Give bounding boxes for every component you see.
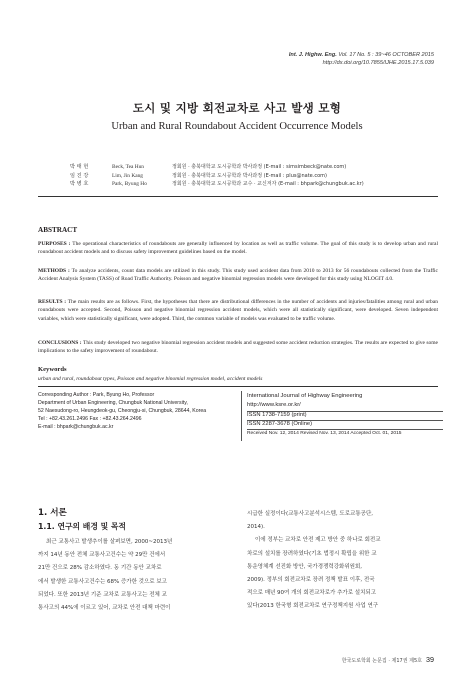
journal-sep-2 — [247, 420, 443, 421]
author-affiliation: 정회원 · 충북대학교 도시공학과 박사과정 (E-mail : simsimbeck@nate.com) — [172, 164, 347, 170]
abstract-top-rule — [38, 196, 438, 197]
abstract-heading: ABSTRACT — [38, 226, 78, 234]
author-name-ko: 박 병 호 — [70, 181, 89, 188]
author-name-en: Beck, Tea Hun — [112, 164, 145, 170]
author-affiliation: 정회원 · 충북대학교 도시공학과 교수 · 교신저자 (E-mail : bhpark@chungbuk.ac.kr) — [172, 181, 364, 188]
corresponding-author: Corresponding Author : Park, Byung Ho, Professor — [38, 392, 155, 398]
author-name-en: Park, Byung Ho — [112, 181, 147, 188]
body-line: 이에 정부는 교차로 안전 제고 방안 중 하나로 회전교 — [255, 537, 381, 544]
abstract-conclusions — [38, 339, 438, 356]
doi-link[interactable]: http://dx.doi.org/10.7855/IJHE.2015.17.5.039 — [322, 59, 434, 66]
author-affiliations — [172, 163, 442, 189]
abstract-methods — [38, 267, 438, 284]
author-names-english — [112, 163, 172, 189]
body-line: 최근 교통사고 발생추이를 살펴보면, 2000~2013년 — [46, 539, 173, 545]
body-line: 2009). 정부의 회전교차로 장려 정책 발표 이후, 전국 — [247, 577, 375, 584]
journal-url[interactable]: http://www.ksre.or.kr/ — [247, 402, 301, 409]
body-line: 되었다. 또한 2013년 기준 교차로 교통사고는 전체 교 — [38, 591, 167, 598]
journal-abbrev: Int. J. Highw. Eng. — [288, 52, 337, 58]
page-number: 39 — [426, 655, 434, 664]
author-names-korean — [70, 163, 108, 189]
corr-department: Department of Urban Engineering, Chungbuk National University, — [38, 399, 188, 406]
received-dates: Received Nov. 12, 2014 Revised Nov. 13, 2014 Accepted Oct. 01, 2015 — [247, 431, 402, 437]
title-english: Urban and Rural Roundabout Accident Occurrence Models — [111, 121, 363, 132]
body-line: 차로의 설치를 장려하였다(기초 법정시 확립을 위한 교 — [247, 550, 377, 557]
issn-online: ISSN 2287-3678 (Online) — [247, 420, 313, 427]
body-line: 적으로 매년 90여 개의 회전교차로가 추가로 설치되고 — [247, 590, 377, 597]
body-line: 시급한 실정이다(교통사고분석시스템, 도로교통공단, — [247, 511, 374, 517]
journal-sep-3 — [247, 429, 443, 430]
corr-address: 52 Naesudong-ro, Heungdeok-gu, Cheongju-si, Chungbuk, 28644, Korea — [38, 407, 207, 414]
corr-email[interactable]: E-mail : bhpark@chungbuk.ac.kr — [38, 423, 114, 430]
conclusions-label: CONCLUSIONS : — [38, 340, 82, 346]
section-heading-intro: 1. 서론 — [38, 508, 67, 518]
keywords-heading: Keywords — [38, 366, 67, 373]
volume-line: Vol. 17 No. 5 : 39~46 OCTOBER 2015 — [338, 52, 434, 58]
page-footer — [342, 655, 434, 664]
journal-header — [289, 52, 434, 67]
body-line: 있다(2013 한국형 회전교차로 연구정책지원 사업 연구 — [247, 603, 379, 610]
correspondence-block — [38, 392, 238, 432]
info-divider — [241, 391, 242, 441]
abstract-results — [38, 298, 438, 323]
author-name-ko: 임 진 강 — [70, 172, 89, 179]
purposes-label: PURPOSES : — [38, 241, 71, 247]
issn-print: ISSN 1738-7159 (print) — [247, 411, 307, 418]
results-text: The main results are as follows. First, the hypotheses that there are distributional differences in the number of accidents and injuries/fatalities among rural and urban roundabouts were accepted. Second, Poisson and negative binomial regression accident models, which were all statistically significant, were developed. Seven independent variables, which were statistically significant, were adopted. Third, the common variable of models was evaluated to be traffic volume. — [38, 299, 438, 322]
body-line: 에서 발생한 교통사고건수는 68% 증가한 것으로 보고 — [38, 578, 167, 585]
author-name-en: Lim, Jin Kang — [112, 172, 143, 179]
author-affiliation: 정회원 · 충북대학교 도시공학과 박사과정 (E-mail : plus@nate.com) — [172, 172, 327, 179]
body-line: 까지 14년 동안 전체 교통사고건수는 약 29만 건에서 — [38, 552, 166, 559]
abstract-bottom-rule — [38, 386, 438, 387]
methods-label: METHODS : — [38, 268, 70, 274]
subsection-heading: 1.1. 연구의 배경 및 목적 — [38, 522, 126, 531]
journal-sep-1 — [247, 411, 443, 412]
results-label: RESULTS : — [38, 299, 67, 305]
body-line: 통운영체계 선진화 방안, 국가경쟁력강화위원회, — [247, 563, 363, 570]
methods-text: To analyze accidents, count data models are utilized in this study. This study used accident data from 2010 to 2013 for 56 roundabouts collected from the Traffic Accident Analysis System (TASS) of Road Traffic Authority. Poisson and negative binomial regression models were developed for this study using NLOGIT 4.0. — [38, 268, 438, 283]
purposes-text: The operational characteristics of roundabouts are generally influenced by location as well as traffic volume. The goal of this study is to develop urban and rural roundabout accident models and to discuss safety improvement guidelines based on the model. — [38, 241, 438, 256]
keywords-text: urban and rural, roundabout types, Poisson and negative binomial regression model, accident models — [38, 376, 263, 382]
body-line: 2014). — [247, 524, 265, 531]
author-name-ko: 박 태 헌 — [70, 164, 89, 170]
abstract-purposes — [38, 240, 438, 257]
body-line: 통사고의 44%에 이르고 있어, 교차로 안전 대책 마련이 — [38, 605, 171, 612]
title-korean: 도시 및 지방 회전교차로 사고 발생 모형 — [132, 101, 342, 115]
corr-phone: Tel : +82.43.261.2496 Fax : +82.43.264.2496 — [38, 415, 142, 422]
body-line: 21만 건으로 28% 감소하였다. 동 기간 동안 교차로 — [38, 565, 162, 572]
footer-journal: 한국도로학회 논문집 · 제17권 제5호 — [341, 658, 422, 664]
journal-name: International Journal of Highway Engineering — [247, 393, 363, 399]
conclusions-text: This study developed two negative binomial regression accident models and suggested some accident reduction strategies. The results are expected to give some implications to the safety improvement of roundabout. — [38, 340, 438, 355]
body-left-column — [38, 536, 234, 615]
journal-info-block — [247, 392, 447, 438]
body-right-column — [247, 508, 443, 614]
